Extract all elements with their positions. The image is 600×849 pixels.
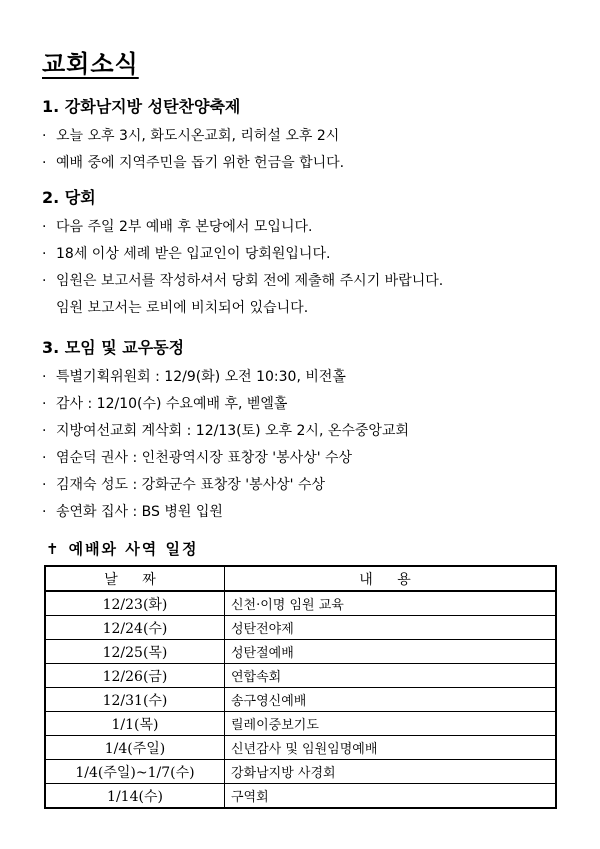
date-cell: 12/25(목) [45,640,225,664]
table-row [45,591,556,616]
table-row [45,760,556,784]
table-row [45,664,556,688]
table-row [45,688,556,712]
content-cell: 신년감사 및 임원임명예배 [225,736,557,760]
bullet-dot: · [42,369,47,385]
section-heading: 1. 강화남지방 성탄찬양축제 [42,97,241,116]
bullet-dot: · [42,273,47,289]
cross-icon: ✝ [46,540,61,558]
date-cell: 1/14(수) [45,784,225,809]
list-item: · 송연화 집사 : BS 병원 입원 [42,499,582,526]
table-row [45,736,556,760]
bullet-dot: · [42,504,47,520]
list-item: · 지방여선교회 계삭회 : 12/13(토) 오후 2시, 온수중앙교회 [42,418,582,445]
bullet-dot: · [42,128,47,144]
date-cell: 1/4(주일) [45,736,225,760]
section-heading: 3. 모임 및 교우동정 [42,338,185,357]
date-cell: 1/4(주일)~1/7(수) [45,760,225,784]
bullet-dot: · [42,219,47,235]
date-cell: 12/26(금) [45,664,225,688]
date-cell: 12/31(수) [45,688,225,712]
column-header-content: 내 용 [225,566,557,591]
list-item-continuation: 임원 보고서는 로비에 비치되어 있습니다. [56,300,309,316]
content-cell: 성탄절예배 [225,640,557,664]
list-item: · 예배 중에 지역주민을 돕기 위한 헌금을 합니다. [42,150,582,177]
bullet-dot: · [42,477,47,493]
table-row [45,784,556,809]
list-item: · 오늘 오후 3시, 화도시온교회, 리허설 오후 2시 [42,123,582,150]
schedule-table [44,565,557,809]
list-item: · 김재숙 성도 : 강화군수 표창장 '봉사상' 수상 [42,472,582,499]
column-header-date: 날 짜 [45,566,225,591]
table-row [45,712,556,736]
content-cell: 신천·이명 임원 교육 [225,591,557,616]
date-cell: 12/24(수) [45,616,225,640]
list-item: · 감사 : 12/10(수) 수요예배 후, 벧엘홀 [42,391,582,418]
table-row [45,640,556,664]
section-meetings-news [42,336,582,526]
content-cell: 구역회 [225,784,557,809]
bullet-dot: · [42,155,47,171]
bullet-dot: · [42,246,47,262]
list-item: · 임원은 보고서를 작성하셔서 당회 전에 제출해 주시기 바랍니다. [42,268,582,295]
list-item: · 염순덕 권사 : 인천광역시장 표창장 '봉사상' 수상 [42,445,582,472]
section-council [42,186,582,322]
list-item: · 다음 주일 2부 예배 후 본당에서 모입니다. [42,214,582,241]
schedule-heading [46,538,198,559]
list-item: · 특별기획위원회 : 12/9(화) 오전 10:30, 비전홀 [42,364,582,391]
section-heading: 2. 당회 [42,188,96,207]
table-row [45,616,556,640]
content-cell: 강화남지방 사경회 [225,760,557,784]
page-title: 교회소식 [42,50,139,78]
date-cell: 1/1(목) [45,712,225,736]
bullet-dot: · [42,396,47,412]
bullet-dot: · [42,450,47,466]
section-christmas-festival [42,95,582,177]
content-cell: 성탄전야제 [225,616,557,640]
content-cell: 릴레이중보기도 [225,712,557,736]
list-item: · 18세 이상 세례 받은 입교인이 당회원입니다. [42,241,582,268]
content-cell: 연합속회 [225,664,557,688]
schedule-title: 예배와 사역 일정 [68,540,199,558]
bullet-dot: · [42,423,47,439]
content-cell: 송구영신예배 [225,688,557,712]
date-cell: 12/23(화) [45,591,225,616]
